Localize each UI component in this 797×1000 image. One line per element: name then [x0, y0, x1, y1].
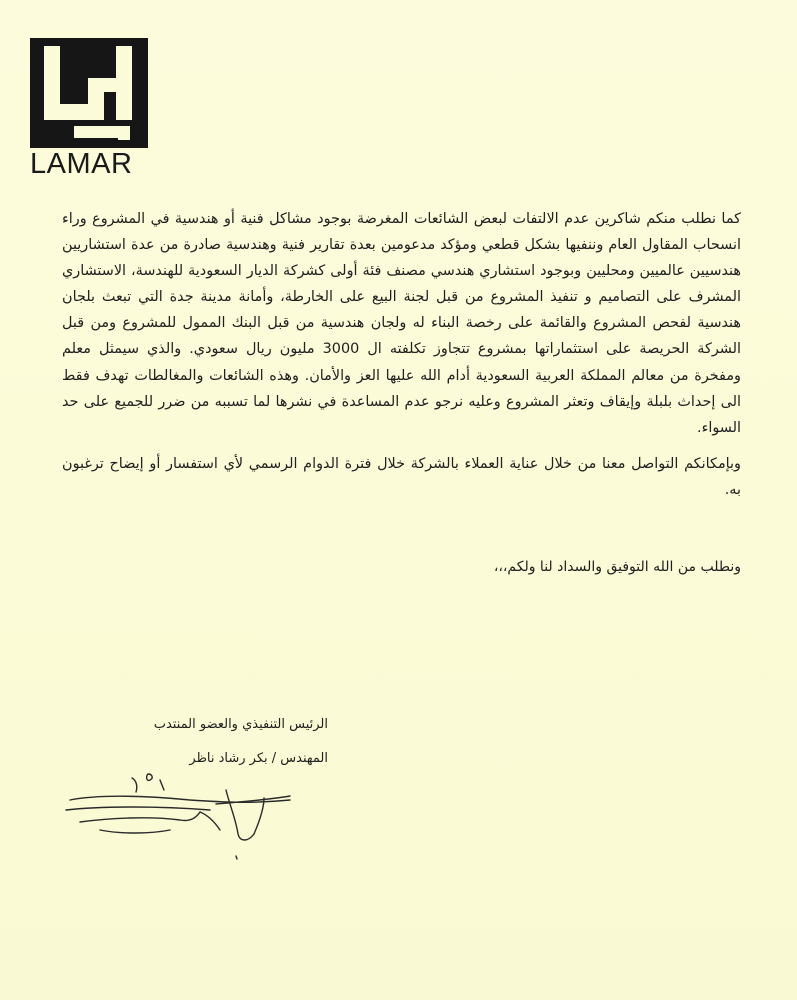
- letter-body: [62, 206, 741, 503]
- signatory-title: الرئيس التنفيذي والعضو المنتدب: [153, 717, 328, 732]
- company-logo: [30, 38, 148, 188]
- handwritten-signature: [40, 760, 320, 870]
- signatory-name: المهندس / بكر رشاد ناظر: [189, 751, 328, 766]
- paragraph-contact: وبإمكانكم التواصل معنا من خلال عناية العملاء بالشركة خلال فترة الدوام الرسمي لأي استفسار أو إيضاح ترغبون به.: [62, 455, 741, 498]
- closing-line: ونطلب من الله التوفيق والسداد لنا ولكم،،،: [493, 559, 741, 575]
- brand-name: LAMAR: [30, 148, 133, 180]
- paragraph-rumors: كما نطلب منكم شاكرين عدم الالتفات لبعض الشائعات المغرضة بوجود مشاكل فنية أو هندسية في المشروع وراء انسحاب المقاول العام وننفيها بشكل قطعي ومؤكد مدعومين بعدة تقارير فنية وهندسية صادرة من عدة استشاريين هندسيين عالميين ومحليين وبوجود استشاري هندسي مصنف فئة أولى كشركة الديار السعودية للهندسة، الاستشاري المشرف على التصاميم و تنفيذ المشروع من قبل لجنة البيع على الخارطة، وأمانة مدينة جدة التي تبعث بلجان هندسية لفحص المشروع والقائمة على رخصة البناء له ولجان هندسية من قبل البنك الممول للمشروع ومن قبل الشركة الحريصة على استثماراتها بمشروع تتجاوز تكلفته ال 3000 مليون ريال سعودي. والذي سيمثل معلم ومفخرة من معالم المملكة العربية السعودية أدام الله عليها العز والأمان. وهذه الشائعات والمغالطات تهدف فقط الى إحداث بلبلة وإيقاف وتعثر المشروع وعليه نرجو عدم المساعدة في نشرها لما تسببه من ضرر للجميع على حد السواء.: [62, 211, 741, 436]
- lamar-monogram-icon: [30, 38, 148, 148]
